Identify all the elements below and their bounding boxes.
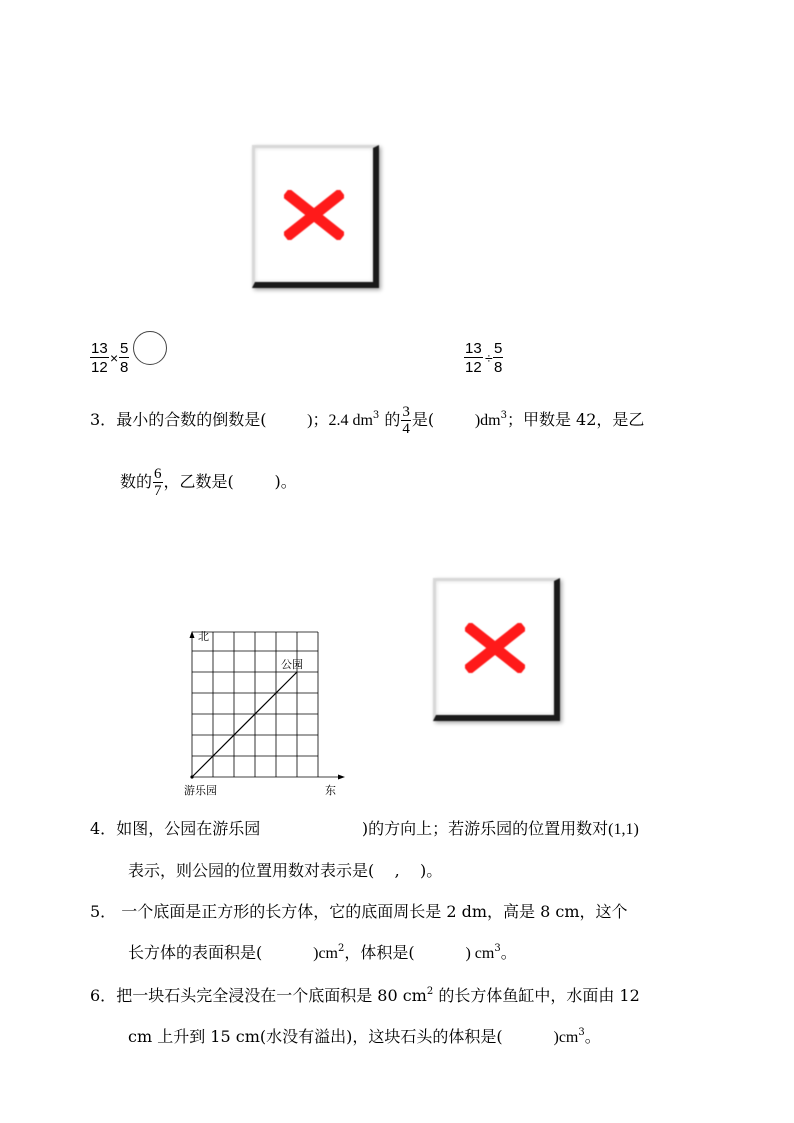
answer-blank[interactable]: [262, 943, 313, 962]
question-3-line-2: 数的 $\frac{6}{7}$ ，乙数是( )。: [120, 466, 297, 499]
question-4-line-2: 表示，则公园的位置用数对表示是( , )。: [128, 861, 443, 880]
answer-blank[interactable]: [434, 410, 475, 429]
fraction-13-12-right: $\frac{13}{12}$: [465, 340, 482, 376]
fraction-5-8-right: $\frac{5}{8}$: [494, 340, 503, 376]
coordinate-grid-figure: [180, 625, 350, 800]
red-x-icon: [465, 623, 525, 673]
answer-blank[interactable]: [234, 472, 275, 491]
answer-blank[interactable]: [266, 410, 307, 429]
answer-blank[interactable]: [415, 943, 466, 962]
fraction-13-12-left: $\frac{13}{12}$: [91, 340, 108, 376]
broken-image-placeholder: [252, 145, 379, 288]
question-6-line-2: cm 上升到 15 cm(水没有溢出)，这块石头的体积是( )$cm^3$。: [128, 1027, 601, 1046]
question-3-line-1: 3．最小的合数的倒数是( )；2.4 $dm^3$ 的 $\frac{3}{4}$ 是( )$dm^3$；甲数是 42，是乙: [90, 404, 645, 437]
fraction-3-4: $\frac{3}{4}$: [402, 404, 410, 437]
answer-blank[interactable]: [503, 1027, 554, 1046]
question-6-line-1: 6．把一块石头完全浸没在一个底面积是 80 $cm^2$ 的长方体鱼缸中，水面由 12: [90, 986, 640, 1005]
east-label: 东: [325, 784, 336, 797]
answer-blank[interactable]: ,: [374, 861, 421, 880]
answer-blank[interactable]: [260, 819, 362, 838]
north-label: 北: [198, 630, 209, 643]
amusement-park-label: 游乐园: [184, 784, 217, 797]
question-5-line-2: 长方体的表面积是( )$cm^2$，体积是( ) $cm^3$。: [128, 943, 517, 962]
divide-sign: ÷: [485, 350, 493, 366]
answer-circle[interactable]: [133, 331, 167, 365]
question-5-line-1: 5． 一个底面是正方形的长方体，它的底面周长是 2 dm，高是 8 cm，这个: [90, 902, 628, 921]
question-4-line-1: 4．如图，公园在游乐园 )的方向上；若游乐园的位置用数对(1,1): [90, 819, 639, 838]
multiply-sign: ×: [110, 350, 119, 366]
fraction-5-8-left: $\frac{5}{8}$: [120, 340, 129, 376]
park-label: 公园: [281, 658, 303, 671]
broken-image-placeholder-2: [433, 578, 560, 721]
fraction-6-7: $\frac{6}{7}$: [154, 466, 162, 499]
question-number: 3．: [90, 410, 117, 429]
red-x-icon: [284, 190, 344, 240]
